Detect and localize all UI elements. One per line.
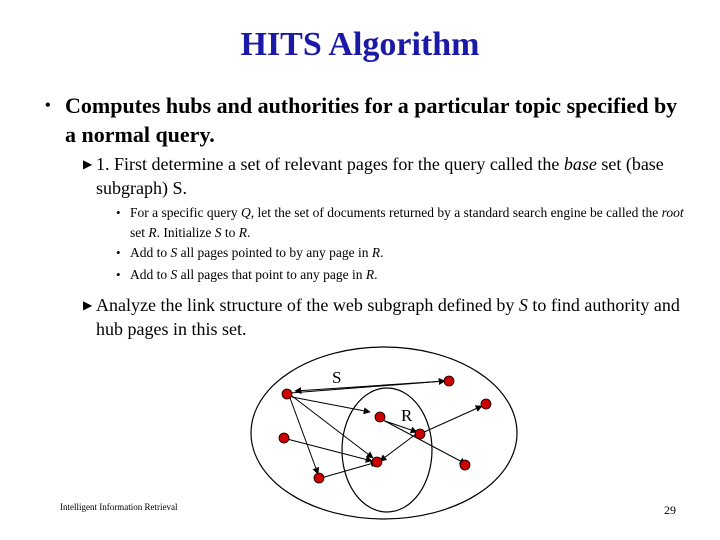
page-number: 29	[664, 503, 676, 517]
inner-set-ellipse	[342, 388, 432, 512]
graph-node	[372, 457, 382, 467]
slide-title: HITS Algorithm	[240, 26, 480, 63]
inner-set-label: R	[401, 406, 413, 425]
bullet-step1-text: 1. First determine a set of relevant pages for the query called the base set (base subgraph) S.	[96, 154, 664, 198]
graph-node	[314, 473, 324, 483]
bullet-step2-text: Analyze the link structure of the web subgraph defined by S to find authority and hub pages in this set.	[96, 295, 680, 339]
edge	[292, 396, 373, 458]
graph-node	[415, 429, 425, 439]
sub-bullet-1-text: For a specific query Q, let the set of documents returned by a standard search engine be called the root set R. Initialize S to R.	[130, 205, 684, 240]
graph-node	[481, 399, 491, 409]
edge	[422, 406, 482, 433]
sub-bullet-3-text: Add to S all pages that point to any page in R.	[130, 267, 378, 282]
bullet-dot-icon: •	[116, 267, 121, 282]
bullet-dot-icon: •	[45, 97, 51, 114]
sub-bullet-2-text: Add to S all pages pointed to by any page in R.	[130, 245, 384, 260]
graph-node	[444, 376, 454, 386]
edge	[287, 439, 372, 461]
triangle-right-icon: ▶	[83, 157, 93, 171]
edge	[321, 462, 377, 478]
footer-text: Intelligent Information Retrieval	[60, 502, 178, 512]
graph-node	[460, 460, 470, 470]
edge	[290, 398, 318, 474]
edge	[383, 420, 466, 464]
graph-node	[282, 389, 292, 399]
graph-node	[279, 433, 289, 443]
outer-set-label: S	[332, 368, 342, 387]
bullet-main-text: Computes hubs and authorities for a particular topic specified by a normal query.	[65, 93, 678, 147]
bullet-dot-icon: •	[116, 205, 121, 220]
edge	[295, 381, 445, 391]
outer-set-ellipse	[251, 347, 517, 519]
graph-node	[375, 412, 385, 422]
triangle-right-icon: ▶	[83, 298, 93, 312]
edge	[380, 434, 416, 461]
bullet-dot-icon: •	[116, 245, 121, 260]
